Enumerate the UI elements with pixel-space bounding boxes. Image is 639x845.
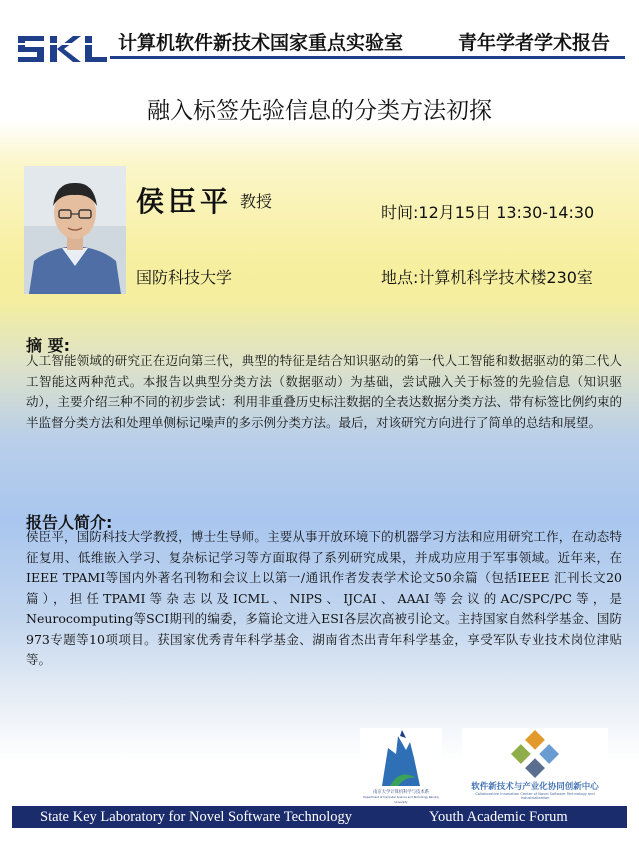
header-forum-name: 青年学者学术报告 [458, 32, 611, 54]
bio-heading: 报告人简介: [26, 513, 113, 532]
footer-lab-name: State Key Laboratory for Novel Software Technology [40, 809, 352, 825]
footer-forum-name: Youth Academic Forum [429, 809, 568, 825]
nju-subcaption: Department of Computer Science and Technology Nanjing University [363, 796, 439, 804]
abstract-heading: 摘 要: [26, 336, 70, 355]
innovation-center-caption: 软件新技术与产业化协同创新中心 [471, 782, 599, 792]
speaker-title: 教授 [240, 192, 273, 211]
talk-place: 地点:计算机科学技术楼230室 [381, 268, 593, 287]
speaker-name: 侯臣平 [136, 185, 233, 218]
talk-time: 时间:12月15日 13:30-14:30 [381, 203, 595, 222]
header-divider [110, 56, 625, 59]
innovation-center-subcaption: Collaborative Innovation Center of Novel Software Technology and Industrialization [475, 792, 595, 800]
abstract-text: 人工智能领域的研究正在迈向第三代，典型的特征是结合知识驱动的第一代人工智能和数据驱动的第二代人工智能这两种范式。本报告以典型分类方法（数据驱动）为基础，尝试融入关于标签的先验信息（知识驱动），主要介绍三种不同的初步尝试：利用非重叠历史标注数据的全表达数据分类方法、带有标签比例约束的半监督分类方法和处理单侧标记噪声的多示例分类方法。最后，对该研究方向进行了简单的总结和展望。 [26, 353, 622, 430]
speaker-affiliation: 国防科技大学 [136, 268, 233, 287]
speaker-photo [24, 166, 126, 294]
skl-logo [18, 30, 110, 68]
nju-logo [360, 728, 442, 806]
nju-caption: 南京大学计算机科学与技术系 [373, 790, 429, 795]
bio-text: 侯臣平，国防科技大学教授，博士生导师。主要从事开放环境下的机器学习方法和应用研究工作，在动态特征复用、低维嵌入学习、复杂标记学习等方面取得了系列研究成果，并成功应用于军事领域。近年来，在IEEE TPAMI等国内外著名刊物和会议上以第一/通讯作者发表学术论文50余篇（包括IEEE 汇刊长文20篇），担任TPAMI等杂志以及ICML、NIPS、IJCAI、AAAI等会议的AC/SPC/PC等，是Neurocomputing等SCI期刊的编委，多篇论文进入ESI各层次高被引论文。主持国家自然科学基金、国防973专题等10项项目。获国家优秀青年科学基金、湖南省杰出青年科学基金，享受军队专业技术岗位津贴等。 [26, 529, 622, 667]
footer-band [12, 806, 627, 828]
skl-logo-icon [18, 30, 110, 68]
innovation-center-logo [462, 728, 608, 806]
innovation-center-emblem-icon [462, 728, 608, 780]
header-lab-name: 计算机软件新技术国家重点实验室 [118, 32, 404, 54]
speaker-portrait-icon [24, 166, 126, 294]
talk-title: 融入标签先验信息的分类方法初探 [147, 98, 492, 124]
nju-emblem-icon [360, 728, 442, 790]
